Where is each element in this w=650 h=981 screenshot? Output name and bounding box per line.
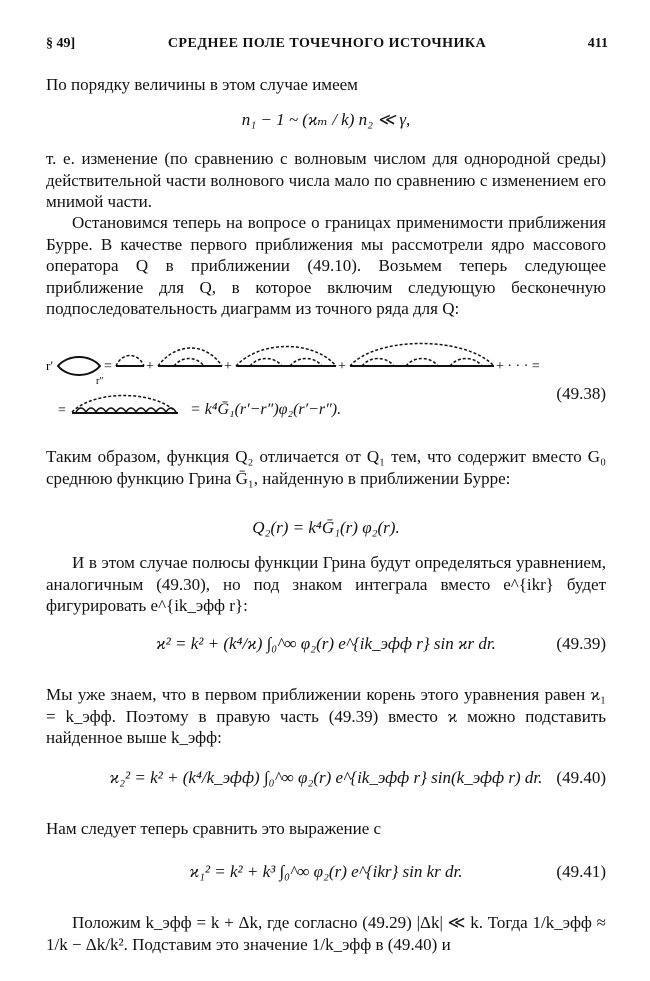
paragraph-text: Нам следует теперь сравнить это выражение с xyxy=(46,819,382,838)
arc-icon xyxy=(250,359,282,367)
loop-shape xyxy=(58,357,100,375)
arc-icon xyxy=(116,356,144,367)
equation-2 xyxy=(46,512,606,546)
equation-formula: ϰ² = k² + (k⁴/ϰ) ∫₀^∞ φ₂(r) e^{ik_эфф r} sin ϰr dr. xyxy=(156,634,496,653)
plus-sign: + xyxy=(338,359,346,374)
diagram-caption: = k⁴Ḡ₁(r′−r″)φ₂(r′−r″). xyxy=(190,401,342,418)
arc-icon xyxy=(290,359,322,367)
equals-sign: = xyxy=(104,359,112,374)
arc-icon xyxy=(174,359,204,367)
arc-icon xyxy=(236,347,336,367)
diagram-start-label: r′ xyxy=(46,358,54,373)
paragraph-text: Мы уже знаем, что в первом приближении корень этого уравнения равен ϰ₁ = k_эфф. Поэтому в правую часть (49.39) вместо ϰ можно подставить найденное выше k_эфф: xyxy=(46,685,606,747)
equation-formula: ϰ₂² = k² + (k⁴/k_эфф) ∫₀^∞ φ₂(r) e^{ik_эфф r} sin(k_эфф r) dr. xyxy=(109,768,543,787)
running-header xyxy=(46,34,608,56)
wavy-line-icon xyxy=(76,408,176,412)
equation-formula: Q₂(r) = k⁴Ḡ₁(r) φ₂(r). xyxy=(252,518,400,537)
equation-number: (49.38) xyxy=(556,384,606,403)
plus-sign: + xyxy=(146,359,154,374)
equation-number: (49.40) xyxy=(556,768,606,787)
paragraph-4 xyxy=(46,446,606,489)
paragraph-text: Положим k_эфф = k + Δk, где согласно (49.29) |Δk| ≪ k. Тогда 1/k_эфф ≈ 1/k − Δk/k². Подставим это значение 1/k_эфф в (49.40) и xyxy=(46,913,606,954)
running-title: СРЕДНЕЕ ПОЛЕ ТОЧЕЧНОГО ИСТОЧНИКА xyxy=(167,36,487,51)
paragraph-8 xyxy=(46,912,606,955)
equation-4 xyxy=(46,762,606,796)
equation-number: (49.41) xyxy=(556,862,606,881)
paragraph-text: т. е. изменение (по сравнению с волновым числом для однородной среды) действительной части волнового числа мало по сравнению с изменением его мнимой части. xyxy=(46,149,606,211)
diagram-sub-label: r″ xyxy=(96,376,104,387)
diagram-tail: + · · · = xyxy=(496,359,540,374)
paragraph-text: И в этом случае полюсы функции Грина будут определяться уравнением, аналогичным (49.30), но под знаком интеграла вместо e^{ikr} будет фигурировать e^{ik_эфф r}: xyxy=(46,553,606,615)
paragraph-6 xyxy=(46,684,606,749)
equation-number: (49.39) xyxy=(556,634,606,653)
paragraph-1 xyxy=(46,74,606,96)
equation-formula: ϰ₁² = k² + k³ ∫₀^∞ φ₂(r) e^{ikr} sin kr dr. xyxy=(189,862,463,881)
paragraph-text: Таким образом, функция Q₂ отличается от Q₁ тем, что содержит вместо G₀ среднюю функцию Грина Ḡ₁, найденную в приближении Бурре: xyxy=(46,447,606,488)
equation-1 xyxy=(46,104,606,138)
paragraph-text: По порядку величины в этом случае имеем xyxy=(46,75,358,94)
equation-3 xyxy=(46,628,606,662)
section-number: § 49] xyxy=(46,36,76,51)
paragraph-3 xyxy=(46,212,606,320)
arc-icon xyxy=(450,359,482,367)
arc-icon xyxy=(362,359,394,367)
paragraph-7 xyxy=(46,818,606,840)
paragraph-5 xyxy=(46,552,606,617)
equation-formula: n₁ − 1 ~ (ϰₘ / k) n₂ ≪ γ, xyxy=(241,110,411,129)
equation-5 xyxy=(46,856,606,890)
equals-sign: = xyxy=(58,403,66,418)
arc-icon xyxy=(350,344,494,367)
paragraph-2 xyxy=(46,148,606,213)
arc-icon xyxy=(406,359,438,367)
paragraph-text: Остановимся теперь на вопросе о границах применимости приближения Бурре. В качестве первого приближения мы рассмотрели ядро массового оператора Q в приближении (49.10). Возьмем теперь следующее приближение для Q, в которое включим следующую бесконечную подпоследовательность диаграмм из точного ряда для Q: xyxy=(46,213,606,318)
plus-sign: + xyxy=(224,359,232,374)
page-number: 411 xyxy=(587,36,608,51)
arc-icon xyxy=(158,348,222,366)
